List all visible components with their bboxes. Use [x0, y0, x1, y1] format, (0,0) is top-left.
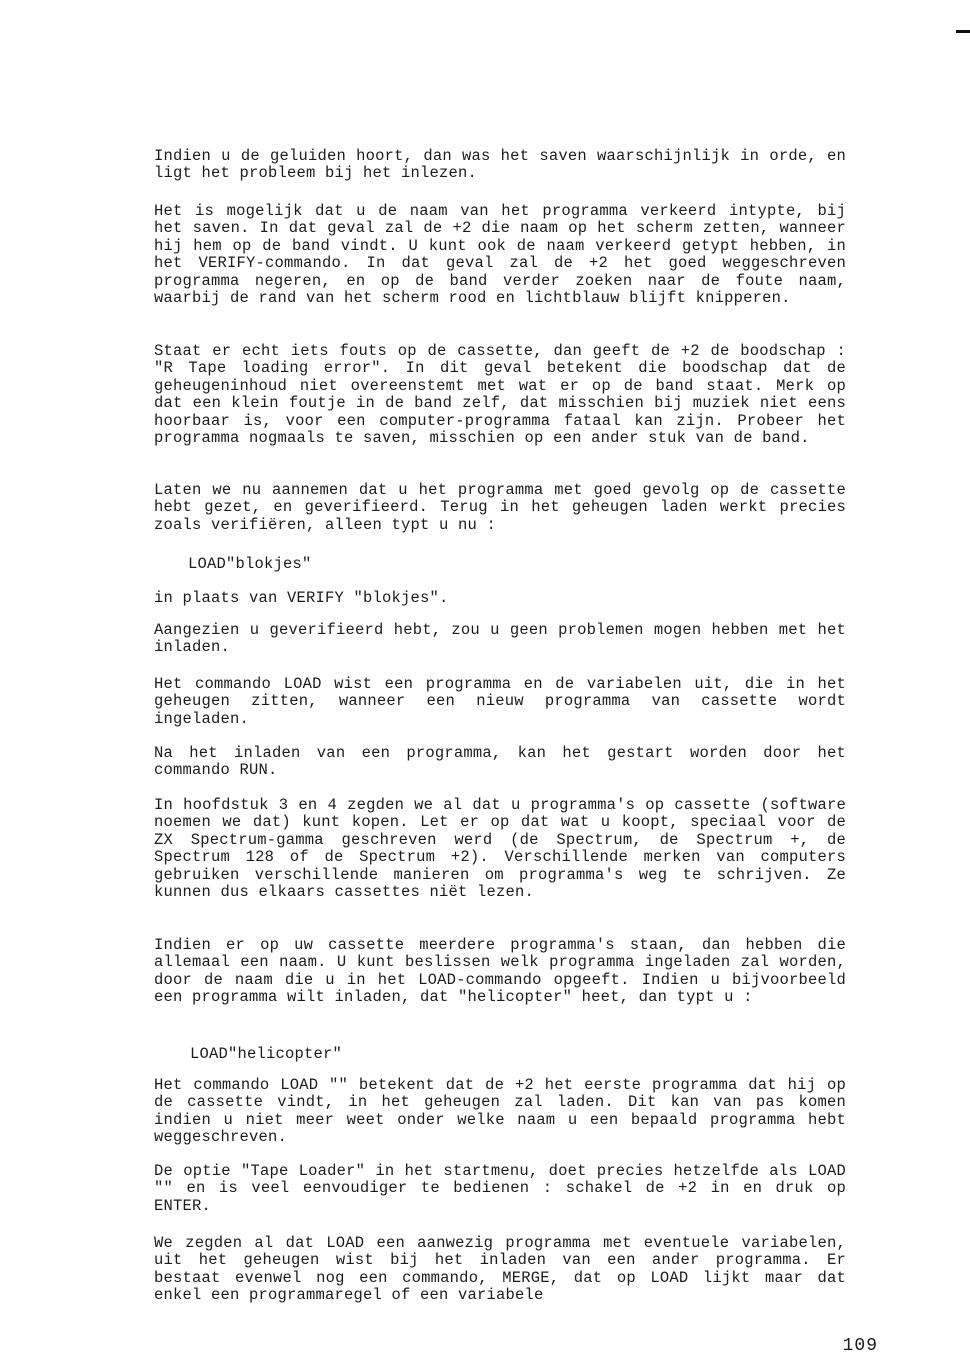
paragraph-load-intro: Laten we nu aannemen dat u het programma met goed gevolg op de cassette hebt gezet, en geverifieerd. Terug in het geheugen laden werkt precies zoals verifiëren, alleen typt u nu : — [154, 481, 846, 534]
page-number: 109 — [842, 1336, 878, 1356]
paragraph-listen-check: Indien u de geluiden hoort, dan was het saven waarschijnlijk in orde, en ligt het probleem bij het inlezen. — [154, 147, 846, 183]
paragraph-load-clears: Het commando LOAD wist een programma en de variabelen uit, die in het geheugen zitten, wanneer een nieuw programma van cassette wordt ingeladen. — [154, 675, 846, 728]
paragraph-no-problems: Aangezien u geverifieerd hebt, zou u geen problemen mogen hebben met het inladen. — [154, 621, 846, 657]
paragraph-load-empty: Het commando LOAD "" betekent dat de +2 het eerste programma dat hij op de cassette vindt, in het geheugen zal laden. Dit kan van pas komen indien u niet meer weet onder welke naam u een bepaald programma hebt weggeschreven. — [154, 1076, 846, 1147]
code-load-blokjes: LOAD"blokjes" — [188, 555, 312, 573]
code-load-helicopter: LOAD"helicopter" — [190, 1045, 343, 1063]
paragraph-software: In hoofdstuk 3 en 4 zegden we al dat u programma's op cassette (software noemen we dat) kunt kopen. Let er op dat wat u koopt, speciaal voor de ZX Spectrum-gamma geschreven werd (de Spectrum, de Spectrum +, de Spectrum 128 of de Spectrum +2). Verschillende merken van computers gebruiken verschillende manieren om programma's weg te schrijven. Ze kunnen dus elkaars cassettes niët lezen. — [154, 796, 846, 902]
paragraph-run: Na het inladen van een programma, kan het gestart worden door het commando RUN. — [154, 744, 846, 780]
scan-edge-mark — [956, 30, 970, 33]
paragraph-tape-error: Staat er echt iets fouts op de cassette, dan geeft de +2 de boodschap : "R Tape loading error". In dit geval betekent die boodschap dat de geheugeninhoud niet overeenstemt met wat er op de band staat. Merk op dat een klein foutje in de band zelf, dat misschien bij muziek niet eens hoorbaar is, voor een computer-programma fataal kan zijn. Probeer het programma nogmaals te saven, misschien op een ander stuk van de band. — [154, 342, 846, 448]
paragraph-multiple-programs: Indien er op uw cassette meerdere programma's staan, dan hebben die allemaal een naam. U kunt beslissen welk programma ingeladen zal worden, door de naam die u in het LOAD-commando opgeeft. Indien u bijvoorbeeld een programma wilt inladen, dat "helicopter" heet, dan typt u : — [154, 936, 846, 1007]
paragraph-wrong-name: Het is mogelijk dat u de naam van het programma verkeerd intypte, bij het saven. In dat geval zal de +2 die naam op het scherm zetten, wanneer hij hem op de band vindt. U kunt ook de naam verkeerd getypt hebben, in het VERIFY-commando. In dat geval zal de +2 het goed weggeschreven programma negeren, en op de band verder zoeken naar de foute naam, waarbij de rand van het scherm rood en lichtblauw blijft knipperen. — [154, 202, 846, 308]
paragraph-instead-verify: in plaats van VERIFY "blokjes". — [154, 589, 449, 607]
paragraph-tape-loader: De optie "Tape Loader" in het startmenu, doet precies hetzelfde als LOAD "" en is veel eenvoudiger te bedienen : schakel de +2 in en druk op ENTER. — [154, 1162, 846, 1215]
paragraph-merge: We zegden al dat LOAD een aanwezig programma met eventuele variabelen, uit het geheugen wist bij het inladen van een ander programma. Er bestaat evenwel nog een commando, MERGE, dat op LOAD lijkt maar dat enkel een programmaregel of een variabele — [154, 1234, 846, 1305]
